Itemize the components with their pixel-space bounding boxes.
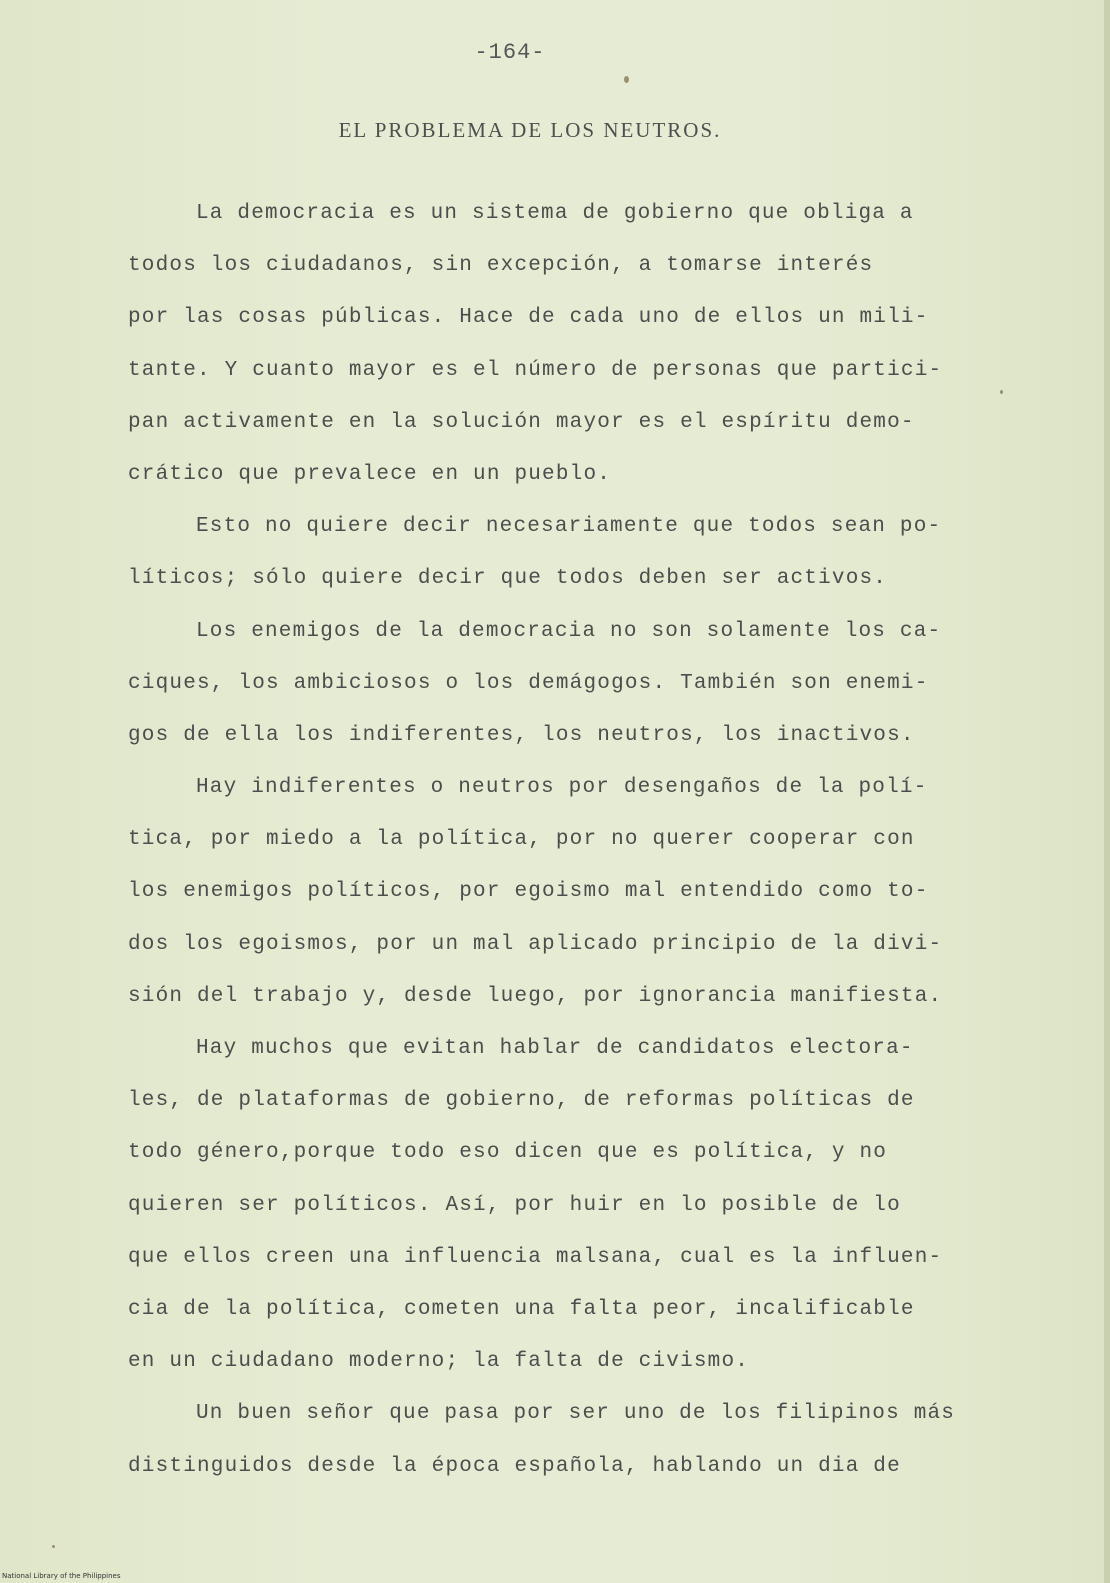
scan-credit: National Library of the Philippines — [2, 1572, 121, 1580]
page-number: -164- — [474, 40, 546, 65]
paper-speck — [52, 1545, 55, 1548]
text-line: cia de la política, cometen una falta peor, incalificable — [128, 1297, 915, 1321]
text-line: Esto no quiere decir necesariamente que todos sean po- — [196, 515, 942, 539]
text-line: líticos; sólo quiere decir que todos deben ser activos. — [128, 567, 888, 591]
text-line: los enemigos políticos, por egoismo mal entendido como to- — [128, 880, 929, 904]
text-line: que ellos creen una influencia malsana, cual es la influen- — [128, 1245, 943, 1269]
text-line: gos de ella los indiferentes, los neutros, los inactivos. — [128, 723, 915, 747]
text-line: tica, por miedo a la política, por no querer cooperar con — [128, 828, 915, 852]
body-text — [128, 188, 1058, 1493]
text-line: en un ciudadano moderno; la falta de civismo. — [128, 1350, 750, 1374]
text-line: Hay indiferentes o neutros por desengaños de la polí- — [196, 776, 928, 800]
text-line: todo género,porque todo eso dicen que es política, y no — [128, 1141, 888, 1165]
text-line: Hay muchos que evitan hablar de candidatos electora- — [196, 1037, 914, 1060]
scan-frame-edge — [1104, 0, 1110, 1583]
text-line: todos los ciudadanos, sin excepción, a tomarse interés — [128, 254, 874, 278]
text-line: La democracia es un sistema de gobierno que obliga a — [196, 202, 914, 225]
text-line: crático que prevalece en un pueblo. — [128, 462, 612, 486]
text-line: Los enemigos de la democracia no son solamente los ca- — [196, 619, 942, 643]
text-line: tante. Y cuanto mayor es el número de personas que partici- — [128, 358, 943, 382]
text-line: ciques, los ambiciosos o los demágogos. También son enemi- — [128, 671, 929, 695]
text-line: por las cosas públicas. Hace de cada uno de ellos un mili- — [128, 306, 929, 330]
text-line: distinguidos desde la época española, hablando un dia de — [128, 1454, 901, 1478]
text-line: sión del trabajo y, desde luego, por ignorancia manifiesta. — [128, 984, 943, 1008]
text-line: quieren ser políticos. Así, por huir en lo posible de lo — [128, 1193, 901, 1217]
text-line: dos los egoismos, por un mal aplicado principio de la divi- — [128, 932, 943, 956]
text-line: les, de plataformas de gobierno, de reformas políticas de — [128, 1089, 915, 1113]
paper-speck — [1000, 390, 1003, 394]
text-line: Un buen señor que pasa por ser uno de los filipinos más — [196, 1402, 956, 1426]
paper-speck — [624, 76, 629, 83]
text-line: pan activamente en la solución mayor es el espíritu demo- — [128, 410, 915, 434]
page-title: EL PROBLEMA DE LOS NEUTROS. — [338, 118, 722, 142]
